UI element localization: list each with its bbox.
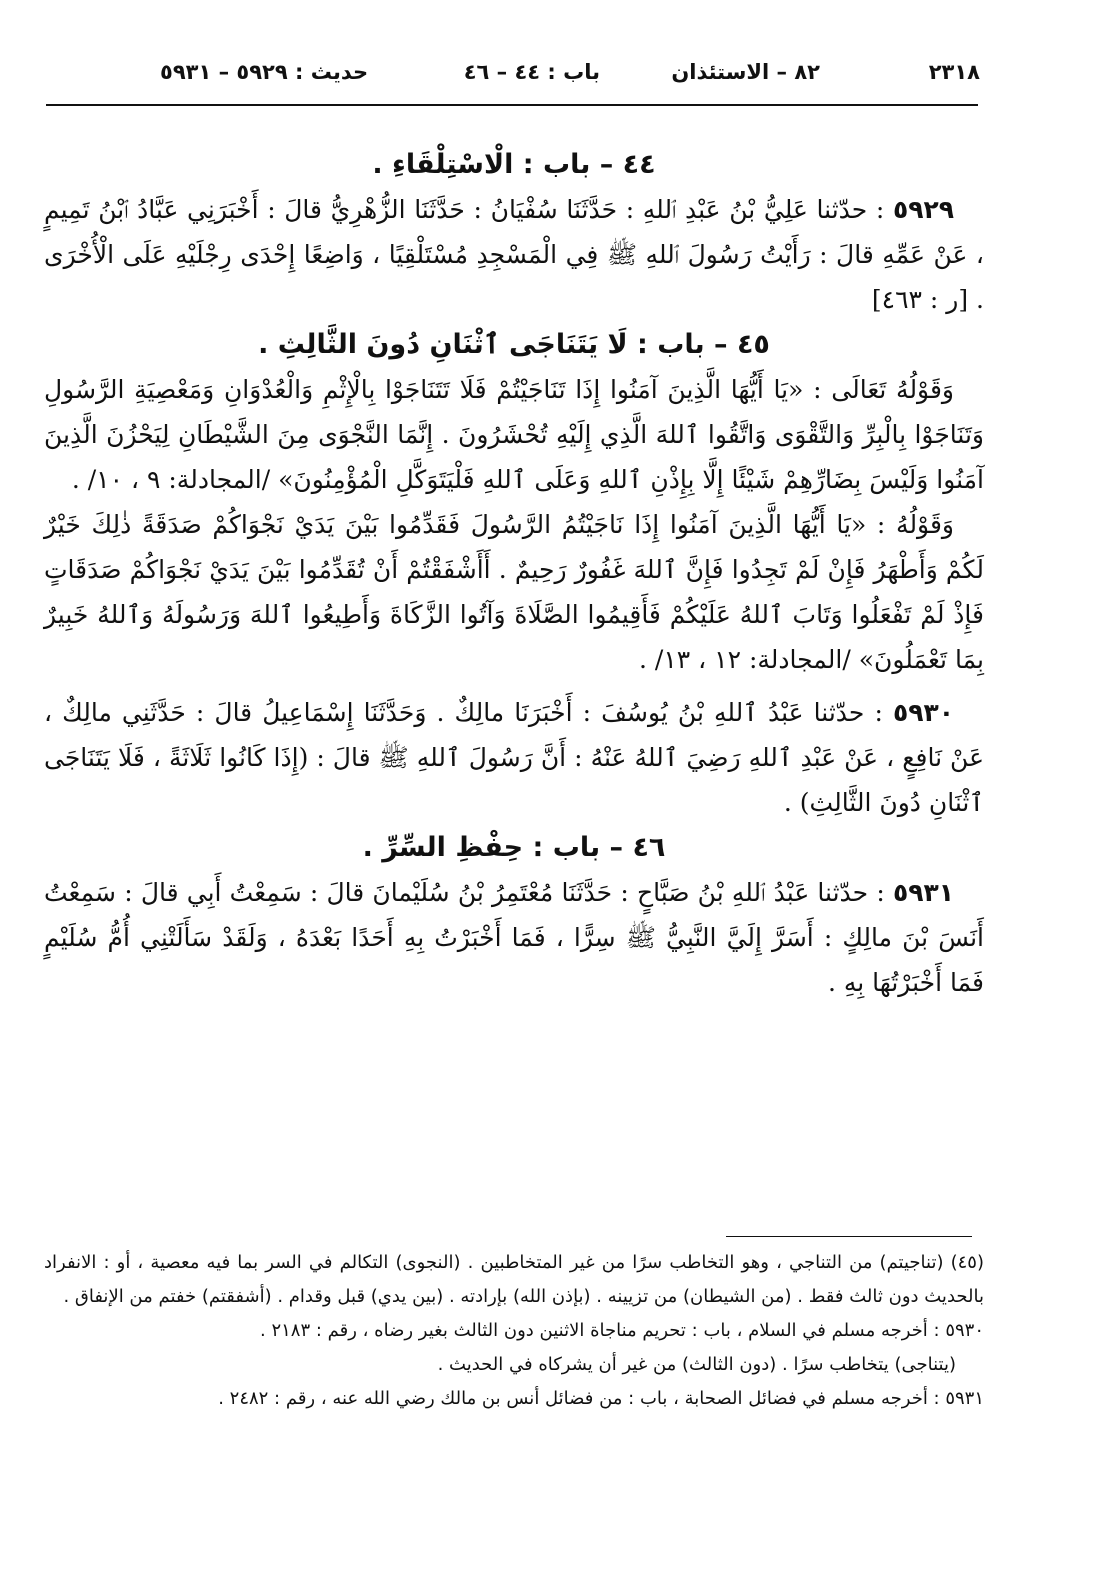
hadith-5929 (44, 187, 984, 322)
footnote-5931: ٥٩٣١ : أخرجه مسلم في فضائل الصحابة ، باب : من فضائل أنس بن مالك رضي الله عنه ، رقم : ٢٤٨٢ . (218, 1388, 984, 1409)
hadith-5929-text: : حدّثنا عَلِيُّ بْنُ عَبْدِ ٱللهِ : حَدَّثَنَا سُفْيَانُ : حَدَّثَنَا الزُّهْرِيُّ قالَ : أَخْبَرَنِي عَبَّادُ ٱبْنُ تَمِيمٍ ، عَنْ عَمِّهِ قالَ : رَأَيْتُ رَسُولَ ٱللهِ ﷺ فِي الْمَسْجِدِ مُسْتَلْقِيًا ، وَاضِعًا إِحْدَى رِجْلَيْهِ عَلَى الْأُخْرَى . [ر : ٤٦٣] (44, 195, 984, 314)
spacer (44, 682, 984, 690)
book-title: ٨٢ – الاستئذان (671, 60, 820, 84)
footnotes (44, 1246, 984, 1416)
bab-45-verse-1: وَقَوْلُهُ تَعَالَى : «يَا أَيُّهَا الَّذِينَ آمَنُوا إِذَا تَنَاجَيْتُمْ فَلَا تَتَنَاجَوْا بِالْإِثْمِ وَالْعُدْوَانِ وَمَعْصِيَةِ الرَّسُولِ وَتَنَاجَوْا بِالْبِرِّ وَالتَّقْوَى وَاتَّقُوا ٱللهَ الَّذِي إِلَيْهِ تُحْشَرُونَ . إِنَّمَا النَّجْوَى مِنَ الشَّيْطَانِ لِيَحْزُنَ الَّذِينَ آمَنُوا وَلَيْسَ بِضَارِّهِمْ شَيْئًا إِلَّا بِإِذْنِ ٱللهِ وَعَلَى ٱللهِ فَلْيَتَوَكَّلِ الْمُؤْمِنُونَ» /المجادلة: ٩ ، ١٠/ . (44, 375, 984, 494)
bab-45-verse-2: وَقَوْلُهُ : «يَا أَيُّهَا الَّذِينَ آمَنُوا إِذَا نَاجَيْتُمُ الرَّسُولَ فَقَدِّمُوا بَيْنَ يَدَيْ نَجْوَاكُمْ صَدَقَةً ذٰلِكَ خَيْرٌ لَكُمْ وَأَطْهَرُ فَإِنْ لَمْ تَجِدُوا فَإِنَّ ٱللهَ غَفُورٌ رَحِيمٌ . أَأَشْفَقْتُمْ أَنْ تُقَدِّمُوا بَيْنَ يَدَيْ نَجْوَاكُمْ صَدَقَاتٍ فَإِذْ لَمْ تَفْعَلُوا وَتَابَ ٱللهُ عَلَيْكُمْ فَأَقِيمُوا الصَّلَاةَ وَآتُوا الزَّكَاةَ وَأَطِيعُوا ٱللهَ وَرَسُولَهُ وَٱللهُ خَبِيرٌ بِمَا تَعْمَلُونَ» /المجادلة: ١٢ ، ١٣/ . (44, 510, 984, 674)
bab-45-heading: ٤٥ – باب : لَا يَتَنَاجَى ٱثْنَانِ دُونَ الثَّالِثِ . (258, 329, 770, 360)
main-text (44, 142, 984, 1005)
hadith-5929-number: ٥٩٢٩ (892, 195, 955, 224)
page-number: ٢٣١٨ (928, 60, 980, 84)
footnote-5930-line-2: (يتناجى) يتخاطب سرًا . (دون الثالث) من غير أن يشركاه في الحديث . (437, 1354, 956, 1375)
bab-range: باب : ٤٤ – ٤٦ (463, 60, 600, 84)
footnote-5930-line-1: ٥٩٣٠ : أخرجه مسلم في السلام ، باب : تحريم مناجاة الاثنين دون الثالث بغير رضاه ، رقم : ٢١٨٣ . (260, 1320, 984, 1341)
hadith-5931-number: ٥٩٣١ (892, 878, 954, 907)
hadith-5930-text: : حدّثنا عَبْدُ ٱللهِ بْنُ يُوسُفَ : أَخْبَرَنَا مالِكٌ . وَحَدَّثَنَا إِسْمَاعِيلُ قالَ : حَدَّثَنِي مالِكٌ ، عَنْ نَافِعٍ ، عَنْ عَبْدِ ٱللهِ رَضِيَ ٱللهُ عَنْهُ : أَنَّ رَسُولَ ٱللهِ ﷺ قالَ : (إِذَا كَانُوا ثَلَاثَةً ، فَلَا يَتَنَاجَى ٱثْنَانِ دُونَ الثَّالِثِ) . (44, 698, 984, 817)
footnote-45: (٤٥) (تناجيتم) من التناجي ، وهو التخاطب سرًا من غير المتخاطبين . (النجوى) التكالم في السر بما فيه معصية ، أو : الانفراد بالحديث دون ثالث فقط . (من الشيطان) من تزيينه . (بإذن الله) بإرادته . (بين يدي) قبل وقدام . (أشفقتم) خفتم من الإنفاق . (44, 1252, 984, 1307)
header-divider (46, 104, 978, 106)
footnote-divider (726, 1236, 972, 1237)
hadith-5930-number: ٥٩٣٠ (892, 698, 954, 727)
hadith-5930 (44, 690, 984, 825)
hadith-5931 (44, 870, 984, 1005)
bab-44-heading: ٤٤ – باب : الْاسْتِلْقَاءِ . (372, 149, 656, 180)
bab-46-heading: ٤٦ – باب : حِفْظِ السِّرِّ . (362, 832, 666, 863)
hadith-range: حديث : ٥٩٢٩ – ٥٩٣١ (160, 60, 369, 84)
hadith-5931-text: : حدّثنا عَبْدُ ٱللهِ بْنُ صَبَّاحٍ : حَدَّثَنَا مُعْتَمِرُ بْنُ سُلَيْمانَ قالَ : سَمِعْتُ أَبِي قالَ : سَمِعْتُ أَنَسَ بْنَ مالِكٍ : أَسَرَّ إِلَيَّ النَّبِيُّ ﷺ سِرًّا ، فَمَا أَخْبَرْتُ بِهِ أَحَدًا بَعْدَهُ ، وَلَقَدْ سَأَلَتْنِي أُمُّ سُلَيْمٍ فَمَا أَخْبَرْتُهَا بِهِ . (44, 878, 984, 997)
running-header (160, 52, 980, 92)
